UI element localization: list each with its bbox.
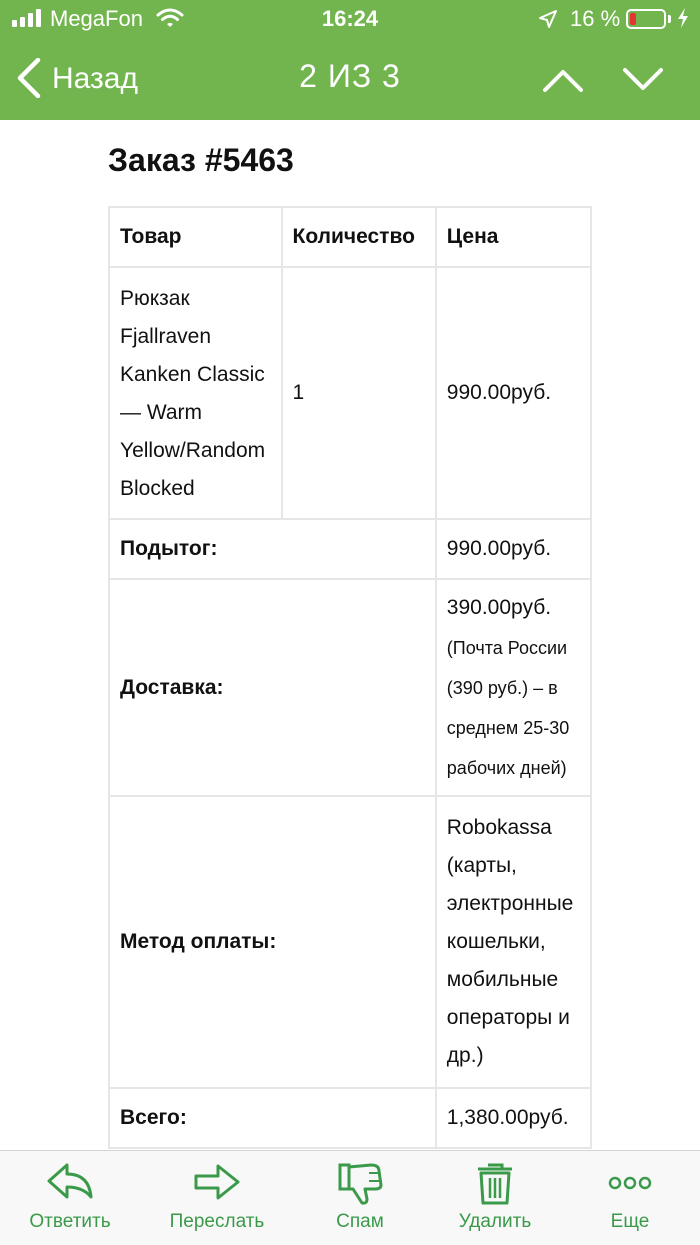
charging-bolt-icon [676, 7, 690, 29]
delete-button[interactable] [435, 1161, 555, 1241]
clock: 16:24 [321, 6, 379, 31]
message-counter: 2 ИЗ 3 [299, 58, 401, 94]
product-name-line: Fjallraven [120, 325, 212, 348]
product-name-line: Yellow/Random [120, 439, 266, 462]
shipping-label: Доставка: [109, 579, 436, 796]
delete-label: Удалить [458, 1211, 532, 1232]
order-table [108, 206, 592, 1149]
forward-button[interactable] [157, 1161, 277, 1241]
product-price: 990.00руб. [436, 267, 591, 519]
subtotal-row [109, 519, 591, 579]
nav-bar [0, 40, 700, 120]
more-label: Еще [610, 1211, 650, 1232]
more-dots-icon [605, 1161, 655, 1205]
table-header-row [109, 207, 591, 267]
shipping-note-line: рабочих дней) [446, 757, 567, 778]
payment-line: др.) [446, 1044, 484, 1067]
shipping-row [109, 579, 591, 796]
payment-row [109, 796, 591, 1088]
chevron-up-icon [540, 60, 586, 100]
payment-line: кошельки, [446, 930, 546, 953]
product-name [109, 267, 282, 519]
battery-percent: 16 % [570, 6, 621, 31]
total-value: 1,380.00руб. [436, 1088, 591, 1148]
bottom-toolbar [0, 1150, 700, 1245]
payment-label: Метод оплаты: [109, 796, 436, 1088]
total-row [109, 1088, 591, 1148]
header-price: Цена [436, 207, 591, 267]
next-message-button[interactable] [620, 60, 666, 100]
trash-icon [470, 1161, 520, 1205]
shipping-note-line: (390 руб.) – в [446, 677, 558, 698]
payment-line: электронные [446, 892, 574, 915]
product-quantity: 1 [282, 267, 436, 519]
more-button[interactable] [570, 1161, 690, 1241]
spam-label: Спам [336, 1211, 384, 1232]
payment-line: Robokassa [446, 816, 552, 839]
thumbs-down-icon [335, 1161, 385, 1205]
payment-line: (карты, [446, 854, 517, 877]
message-body[interactable] [0, 120, 700, 1150]
reply-label: Ответить [29, 1211, 111, 1232]
spam-button[interactable] [300, 1161, 420, 1241]
table-row [109, 267, 591, 519]
header [0, 0, 700, 120]
payment-value-cell [436, 796, 591, 1088]
shipping-value: 390.00руб. [446, 595, 552, 619]
product-name-line: Kanken Classic [120, 363, 265, 386]
order-title: Заказ #5463 [108, 142, 294, 178]
subtotal-value: 990.00руб. [436, 519, 591, 579]
shipping-value-cell [436, 579, 591, 796]
reply-arrow-icon [45, 1161, 95, 1205]
forward-arrow-icon [192, 1161, 242, 1205]
subtotal-label: Подытог: [109, 519, 436, 579]
battery-icon [626, 9, 666, 29]
battery-level [630, 13, 636, 25]
back-label: Назад [52, 62, 138, 95]
reply-button[interactable] [10, 1161, 130, 1241]
shipping-note-line: (Почта России [446, 637, 568, 658]
product-name-line: Рюкзак [120, 287, 190, 310]
payment-line: мобильные [446, 968, 559, 991]
forward-label: Переслать [169, 1211, 265, 1232]
status-bar [0, 0, 700, 40]
battery-tip [668, 15, 671, 23]
payment-line: операторы и [446, 1006, 570, 1029]
product-name-line: Blocked [120, 477, 195, 500]
chevron-down-icon [620, 60, 666, 100]
carrier-name: MegaFon [50, 6, 143, 31]
location-arrow-icon [538, 9, 558, 29]
product-name-line: — Warm [120, 401, 203, 424]
shipping-note-line: среднем 25-30 [446, 717, 570, 738]
header-quantity: Количество [282, 207, 436, 267]
header-product: Товар [109, 207, 282, 267]
previous-message-button[interactable] [540, 60, 586, 100]
total-label: Всего: [109, 1088, 436, 1148]
